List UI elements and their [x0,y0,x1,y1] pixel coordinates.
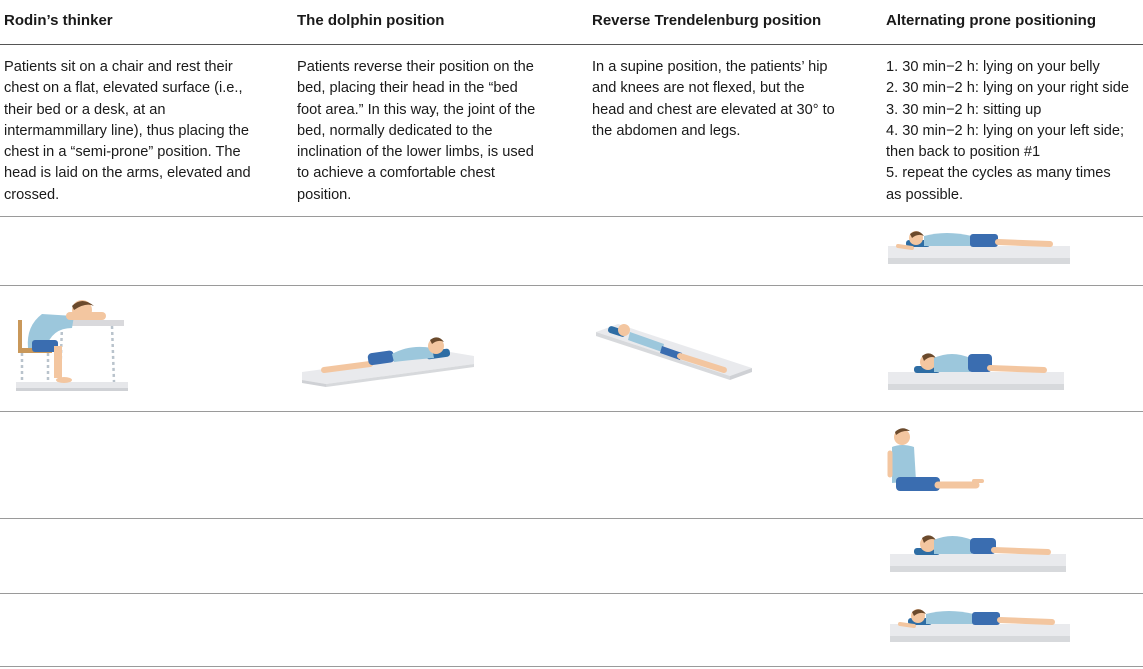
right-side-illustration [886,348,1066,394]
header-alternating-prone: Alternating prone positioning [886,12,1096,29]
dolphin-line: inclination of the lower limbs, is used [297,144,534,161]
alternating-line: 2. 30 min−2 h: lying on your right side [886,80,1129,97]
dolphin-line: position. [297,186,352,203]
header-rodins-thinker: Rodin’s thinker [4,12,113,29]
alternating-line: 4. 30 min−2 h: lying on your left side; [886,122,1125,139]
alternating-line: as possible. [886,186,964,203]
header-dolphin-position: The dolphin position [297,12,445,29]
alternating-description [886,57,1129,206]
trendelenburg-line: head and chest are elevated at 30° to [592,101,835,118]
row-divider [0,411,1143,412]
alternating-line: 5. repeat the cycles as many times [886,165,1111,182]
header-rule [0,44,1143,45]
trendelenburg-line: the abdomen and legs. [592,122,741,139]
alternating-line: then back to position #1 [886,144,1041,161]
header-reverse-trendelenburg: Reverse Trendelenburg position [592,12,822,29]
dolphin-description [297,57,535,206]
trendelenburg-line: In a supine position, the patients’ hip [592,59,828,75]
prone-belly-illustration [886,226,1072,268]
row-divider [0,216,1143,217]
rodin-line: intermammillary line), thus placing the [4,122,249,139]
row-divider [0,593,1143,594]
rodin-line: head is laid on the arms, elevated and [4,165,251,182]
row-divider [0,666,1143,667]
rodin-line: their bed or a desk, at an [4,101,166,118]
prone-belly-return-illustration [888,602,1072,646]
reverse-trendelenburg-illustration [592,318,754,388]
alternating-line: 1. 30 min−2 h: lying on your belly [886,59,1100,75]
row-divider [0,285,1143,286]
dolphin-line: Patients reverse their position on the [297,59,534,75]
dolphin-line: to achieve a comfortable chest [297,165,495,182]
dolphin-position-illustration [300,330,476,388]
rodin-description [4,57,251,206]
dolphin-line: bed, placing their head in the “bed [297,80,518,97]
dolphin-line: foot area.” In this way, the joint of the [297,101,536,118]
row-divider [0,518,1143,519]
rodin-thinker-illustration [12,298,130,394]
dolphin-line: bed, normally dedicated to the [297,122,493,139]
rodin-line: chest in a “semi-prone” position. The [4,144,241,161]
rodin-line: chest on a flat, elevated surface (i.e., [4,80,243,97]
rodin-line: Patients sit on a chair and rest their [4,59,233,75]
trendelenburg-line: and knees are not flexed, but the [592,80,805,97]
sitting-up-illustration [886,425,986,497]
alternating-line: 3. 30 min−2 h: sitting up [886,101,1042,118]
left-side-illustration [888,530,1068,576]
rodin-line: crossed. [4,186,60,203]
trendelenburg-description [592,57,835,142]
